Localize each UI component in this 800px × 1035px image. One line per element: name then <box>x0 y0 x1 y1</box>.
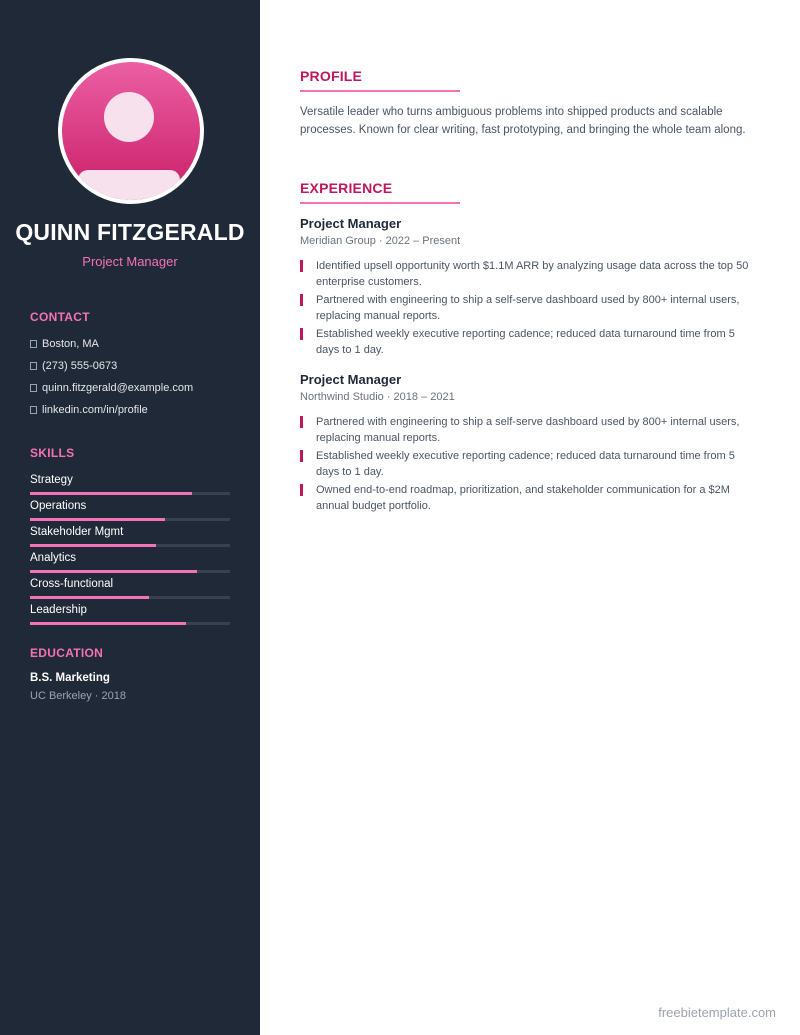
skill-track <box>30 492 230 495</box>
profile-heading: PROFILE <box>300 68 460 92</box>
job-bullet <box>300 258 752 290</box>
contact-linkedin-text[interactable]: linkedin.com/in/profile <box>42 404 148 416</box>
skill-item <box>30 578 230 599</box>
contact-heading: CONTACT <box>30 310 90 324</box>
contact-linkedin[interactable] <box>30 404 148 416</box>
skill-label: Operations <box>30 500 87 512</box>
job-company: Meridian Group · 2022 – Present <box>300 235 461 247</box>
avatar <box>58 58 204 204</box>
skill-track <box>30 544 230 547</box>
job-role: Project Manager <box>300 216 402 231</box>
job-bullet-text: Owned end-to-end roadmap, prioritization, and stakeholder communication for a $2M annual budget portfolio. <box>316 484 730 512</box>
phone-icon <box>30 362 37 370</box>
skill-track <box>30 570 230 573</box>
location-icon <box>30 340 37 348</box>
education-heading: EDUCATION <box>30 646 104 660</box>
bullet-marker <box>300 260 303 272</box>
job-bullet <box>300 326 752 358</box>
skill-fill <box>30 518 165 521</box>
skill-fill <box>30 570 197 573</box>
skill-label: Leadership <box>30 604 87 616</box>
skill-item <box>30 552 230 573</box>
experience-entry <box>300 372 752 516</box>
job-bullet <box>300 482 752 514</box>
skill-item <box>30 526 230 547</box>
bullet-marker <box>300 450 303 462</box>
skill-label: Stakeholder Mgmt <box>30 526 124 538</box>
skill-track <box>30 622 230 625</box>
skill-fill <box>30 596 149 599</box>
contact-location-text: Boston, MA <box>42 338 99 350</box>
avatar-head <box>104 92 154 142</box>
job-bullets <box>300 414 752 514</box>
linkedin-icon <box>30 406 37 414</box>
person-name: QUINN FITZGERALD <box>15 219 245 245</box>
contact-phone-text: (273) 555-0673 <box>42 360 118 372</box>
avatar-shoulders <box>78 170 180 204</box>
skill-label: Cross-functional <box>30 578 114 590</box>
education-degree: B.S. Marketing <box>30 672 110 684</box>
skill-fill <box>30 492 192 495</box>
job-bullet-text: Partnered with engineering to ship a self-serve dashboard used by 800+ internal users, replacing manual reports. <box>316 294 740 322</box>
experience-entry <box>300 216 752 360</box>
job-bullet <box>300 414 752 446</box>
skill-item <box>30 500 230 521</box>
skill-item <box>30 604 230 625</box>
contact-phone <box>30 360 117 372</box>
skills-heading: SKILLS <box>30 446 75 460</box>
bullet-marker <box>300 328 303 340</box>
job-bullet-text: Partnered with engineering to ship a self-serve dashboard used by 800+ internal users, replacing manual reports. <box>316 416 740 444</box>
skill-item <box>30 474 230 495</box>
job-bullet <box>300 292 752 324</box>
bullet-marker <box>300 294 303 306</box>
job-bullet-text: Established weekly executive reporting cadence; reduced data turnaround time from 5 days to 1 day. <box>316 450 735 478</box>
job-bullet-text: Established weekly executive reporting cadence; reduced data turnaround time from 5 days to 1 day. <box>316 328 735 356</box>
education-school: UC Berkeley · 2018 <box>30 690 126 702</box>
job-bullet-text: Identified upsell opportunity worth $1.1M ARR by analyzing usage data across the top 50 enterprise customers. <box>316 260 749 288</box>
job-bullet <box>300 448 752 480</box>
contact-email[interactable] <box>30 382 193 394</box>
email-icon <box>30 384 37 392</box>
skill-fill <box>30 622 186 625</box>
profile-summary: Versatile leader who turns ambiguous problems into shipped products and scalable processes. Known for clear writing, fast prototyping, and bringing the whole team along. <box>300 106 746 136</box>
job-bullets <box>300 258 752 358</box>
bullet-marker <box>300 484 303 496</box>
job-role: Project Manager <box>300 372 402 387</box>
skill-label: Strategy <box>30 474 73 486</box>
sidebar <box>0 0 260 1035</box>
experience-heading: EXPERIENCE <box>300 180 460 204</box>
skill-track <box>30 518 230 521</box>
contact-location <box>30 338 99 350</box>
footer-credit[interactable]: freebietemplate.com <box>658 1005 776 1020</box>
bullet-marker <box>300 416 303 428</box>
contact-email-text[interactable]: quinn.fitzgerald@example.com <box>42 382 194 394</box>
job-company: Northwind Studio · 2018 – 2021 <box>300 391 455 403</box>
skill-fill <box>30 544 156 547</box>
person-title: Project Manager <box>82 254 178 269</box>
skill-track <box>30 596 230 599</box>
skill-label: Analytics <box>30 552 77 564</box>
